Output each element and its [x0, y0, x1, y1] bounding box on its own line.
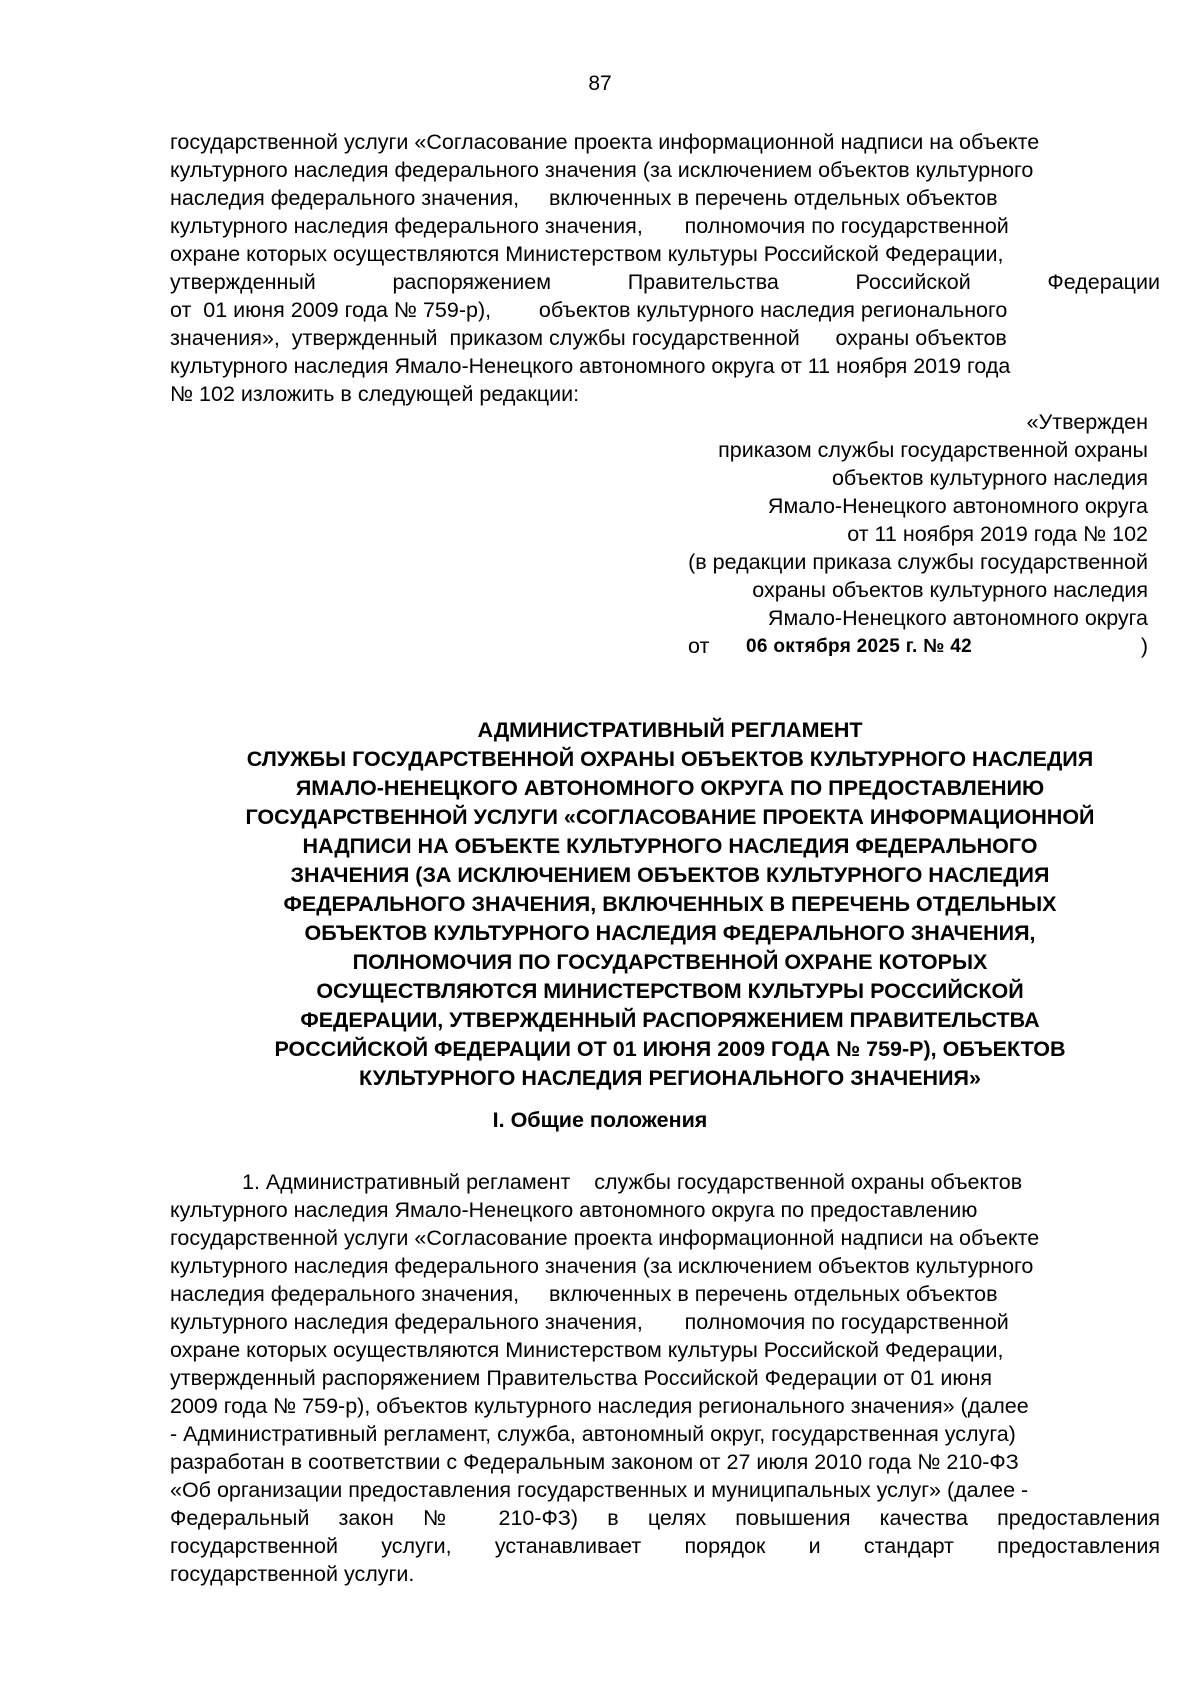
approval-line: Ямало-Ненецкого автономного округа [767, 606, 1148, 630]
text-line: утвержденный распоряжением Правительства Российской Федерации [170, 270, 1160, 294]
text-line: значения», утвержденный приказом службы государственной охраны объектов [170, 326, 1007, 350]
title-line: ОСУЩЕСТВЛЯЮТСЯ МИНИСТЕРСТВОМ КУЛЬТУРЫ РОССИЙСКОЙ [316, 979, 1024, 1003]
text-line: государственной услуги, устанавливает порядок и стандарт предоставления [170, 1534, 1160, 1558]
text-line: культурного наследия Ямало-Ненецкого автономного округа от 11 ноября 2019 года [170, 354, 1011, 378]
text-line: Федеральный закон № 210-ФЗ) в целях повышения качества предоставления [170, 1506, 1160, 1530]
page-number: 87 [588, 72, 612, 95]
text-line: культурного наследия федерального значения (за исключением объектов культурного [170, 158, 1034, 182]
text-line: «Об организации предоставления государственных и муниципальных услуг» (далее - [170, 1478, 1029, 1502]
paragraph-1 [170, 1168, 1160, 1588]
title-line: ОБЪЕКТОВ КУЛЬТУРНОГО НАСЛЕДИЯ ФЕДЕРАЛЬНОГО ЗНАЧЕНИЯ, [304, 921, 1036, 945]
text-line: утвержденный распоряжением Правительства Российской Федерации от 01 июня [170, 1366, 993, 1390]
intro-paragraph [170, 128, 1160, 408]
approval-date-line [588, 632, 1148, 660]
text-line: культурного наследия федерального значения, полномочия по государственной [170, 214, 1009, 238]
text-line: культурного наследия федерального значения (за исключением объектов культурного [170, 1254, 1034, 1278]
closing-paren: ) [1140, 634, 1148, 658]
text-line: разработан в соответствии с Федеральным законом от 27 июля 2010 года № 210-ФЗ [170, 1450, 1019, 1474]
title-line: ЗНАЧЕНИЯ (ЗА ИСКЛЮЧЕНИЕМ ОБЪЕКТОВ КУЛЬТУРНОГО НАСЛЕДИЯ [290, 863, 1050, 887]
text-line: № 102 изложить в следующей редакции: [170, 382, 580, 406]
title-line: ФЕДЕРАЛЬНОГО ЗНАЧЕНИЯ, ВКЛЮЧЕННЫХ В ПЕРЕЧЕНЬ ОТДЕЛЬНЫХ [283, 892, 1057, 916]
approval-line: объектов культурного наследия [831, 466, 1148, 490]
text-line: наследия федерального значения, включенных в перечень отдельных объектов [170, 1282, 998, 1306]
from-label: от [688, 634, 710, 658]
section-heading: I. Общие положения [492, 1108, 708, 1132]
approval-block [588, 408, 1148, 660]
text-line: 1. Административный регламент службы государственной охраны объектов [242, 1170, 1023, 1194]
text-line: охране которых осуществляются Министерством культуры Российской Федерации, [170, 242, 1004, 266]
approval-line: «Утвержден [1026, 410, 1148, 434]
approval-line: Ямало-Ненецкого автономного округа [767, 494, 1148, 518]
text-line: государственной услуги «Согласование проекта информационной надписи на объекте [170, 130, 1040, 154]
text-line: государственной услуги «Согласование проекта информационной надписи на объекте [170, 1226, 1040, 1250]
approval-line: (в редакции приказа службы государственной [688, 550, 1148, 574]
text-line: 2009 года № 759-р), объектов культурного наследия регионального значения» (далее [170, 1394, 1029, 1418]
order-date-number: 06 октября 2025 г. № 42 [746, 636, 972, 657]
title-line: ГОСУДАРСТВЕННОЙ УСЛУГИ «СОГЛАСОВАНИЕ ПРОЕКТА ИНФОРМАЦИОННОЙ [245, 805, 1095, 829]
text-line: наследия федерального значения, включенных в перечень отдельных объектов [170, 186, 998, 210]
title-line: СЛУЖБЫ ГОСУДАРСТВЕННОЙ ОХРАНЫ ОБЪЕКТОВ КУЛЬТУРНОГО НАСЛЕДИЯ [246, 747, 1094, 771]
document-title [140, 716, 1200, 1093]
text-line: от 01 июня 2009 года № 759-р), объектов культурного наследия регионального [170, 298, 1008, 322]
text-line: культурного наследия федерального значения, полномочия по государственной [170, 1310, 1009, 1334]
title-line: ПОЛНОМОЧИЯ ПО ГОСУДАРСТВЕННОЙ ОХРАНЕ КОТОРЫХ [352, 950, 988, 974]
text-line: государственной услуги. [170, 1562, 415, 1586]
title-line: НАДПИСИ НА ОБЪЕКТЕ КУЛЬТУРНОГО НАСЛЕДИЯ ФЕДЕРАЛЬНОГО [302, 834, 1038, 858]
approval-line: охраны объектов культурного наследия [752, 578, 1148, 602]
title-line: ЯМАЛО-НЕНЕЦКОГО АВТОНОМНОГО ОКРУГА ПО ПРЕДОСТАВЛЕНИЮ [295, 776, 1045, 800]
approval-line: приказом службы государственной охраны [718, 438, 1148, 462]
title-line: АДМИНИСТРАТИВНЫЙ РЕГЛАМЕНТ [477, 718, 863, 742]
approval-line: от 11 ноября 2019 года № 102 [847, 522, 1148, 546]
title-line: ФЕДЕРАЦИИ, УТВЕРЖДЕННЫЙ РАСПОРЯЖЕНИЕМ ПРАВИТЕЛЬСТВА [300, 1008, 1040, 1032]
title-line: РОССИЙСКОЙ ФЕДЕРАЦИИ ОТ 01 ИЮНЯ 2009 ГОДА № 759-Р), ОБЪЕКТОВ [274, 1037, 1066, 1061]
text-line: - Административный регламент, служба, автономный округ, государственная услуга) [170, 1422, 1016, 1446]
title-line: КУЛЬТУРНОГО НАСЛЕДИЯ РЕГИОНАЛЬНОГО ЗНАЧЕНИЯ» [359, 1066, 981, 1090]
text-line: охране которых осуществляются Министерством культуры Российской Федерации, [170, 1338, 1004, 1362]
text-line: культурного наследия Ямало-Ненецкого автономного округа по предоставлению [170, 1198, 978, 1222]
